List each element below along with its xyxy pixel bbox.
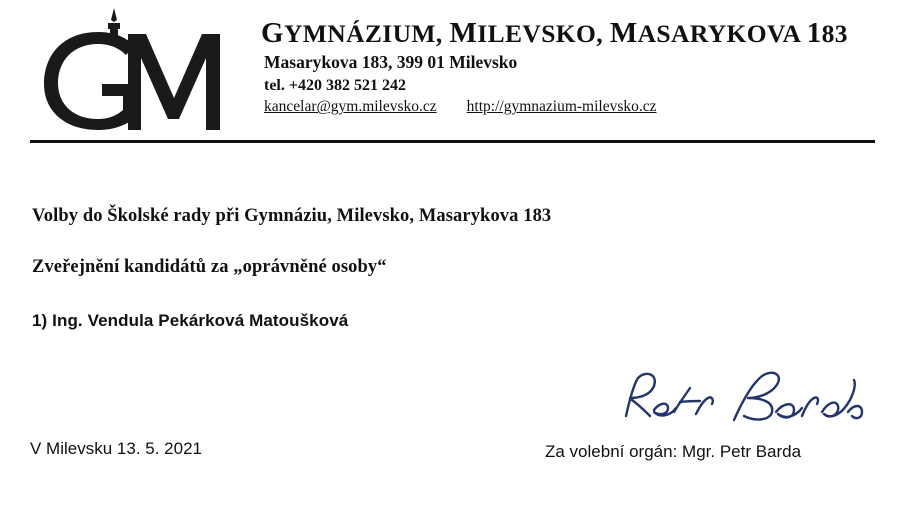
- candidate-list-item: 1) Ing. Vendula Pekárková Matoušková: [32, 311, 349, 330]
- school-phone: tel. +420 382 521 242: [264, 76, 406, 94]
- contact-row: [261, 98, 900, 116]
- letterhead-text: [253, 0, 900, 116]
- school-name: GYMNÁZIUM, MILEVSKO, MASARYKOVA 183: [261, 17, 848, 49]
- document-subtitle: Zveřejnění kandidátů za „oprávněné osoby“: [32, 257, 387, 277]
- handwritten-signature: [616, 368, 866, 438]
- header-divider-rule: [30, 140, 875, 143]
- school-address: Masarykova 183, 399 01 Milevsko: [264, 51, 518, 72]
- gm-monogram-logo: [28, 6, 253, 136]
- email-link[interactable]: kancelar@gym.milevsko.cz: [264, 98, 437, 116]
- signer-line: Za volební orgán: Mgr. Petr Barda: [545, 442, 802, 461]
- website-link[interactable]: http://gymnazium-milevsko.cz: [466, 98, 657, 116]
- place-and-date: V Milevsku 13. 5. 2021: [30, 439, 202, 458]
- letterhead: [0, 0, 900, 146]
- document-title: Volby do Školské rady při Gymnáziu, Milevsko, Masarykova 183: [32, 206, 552, 226]
